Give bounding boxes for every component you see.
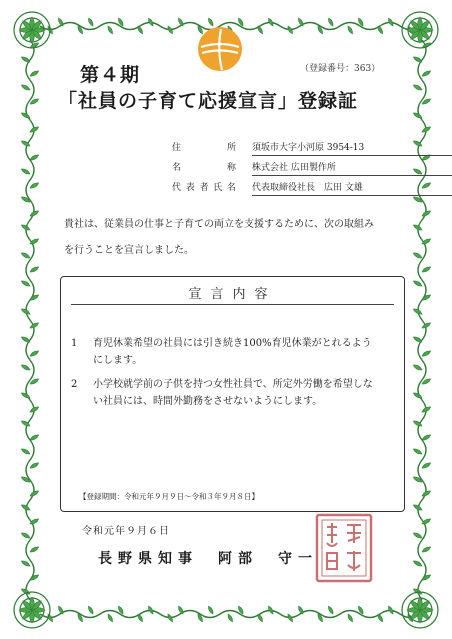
item-line: い社員には、時間外勤務をさせないようにします。 (93, 396, 323, 407)
declaration-box (60, 276, 405, 512)
issuer-name: 長野県知事 阿部 守一 (98, 551, 318, 567)
item-text (93, 376, 393, 410)
certificate-title: 「社員の子育て応援宣言」登録証 (58, 90, 359, 112)
representative-label: 代表者氏名 (172, 183, 236, 193)
company-name-label: 名 称 (172, 163, 236, 173)
item-line: にします。 (93, 355, 143, 366)
emblem-logo-icon (197, 26, 243, 72)
intro-line: を行うことを宣言しました。 (64, 245, 194, 256)
item-number: 2 (71, 379, 78, 390)
registration-number: （登録番号：363） (300, 64, 381, 74)
company-name-value: 株式会社 広田製作所 (252, 160, 452, 176)
declaration-heading: 宣言内容 (188, 287, 277, 302)
item-number: 1 (71, 338, 78, 349)
registration-period: 【登録期間：令和元年９月９日～令和３年９月８日】 (79, 492, 259, 501)
address-value: 須坂市大字小河原 3954-13 (252, 140, 452, 156)
issued-date: 令和元年９月６日 (82, 526, 170, 537)
intro-line: 貴社は、従業員の仕事と子育ての両立を支援するために、次の取組み (64, 219, 374, 230)
item-text (93, 335, 393, 369)
address-label: 住 所 (172, 143, 236, 153)
representative-value: 代表取締役社長 広田 文雄 (252, 180, 452, 196)
heading-divider (71, 304, 394, 305)
official-seal-icon (315, 513, 373, 583)
item-line: 小学校就学前の子供を持つ女性社員で、所定外労働を希望しな (93, 379, 373, 390)
term-label: 第４期 (80, 64, 141, 86)
item-line: 育児休業希望の社員には引き続き100%育児休業がとれるよう (93, 338, 372, 349)
intro-text (64, 212, 392, 264)
